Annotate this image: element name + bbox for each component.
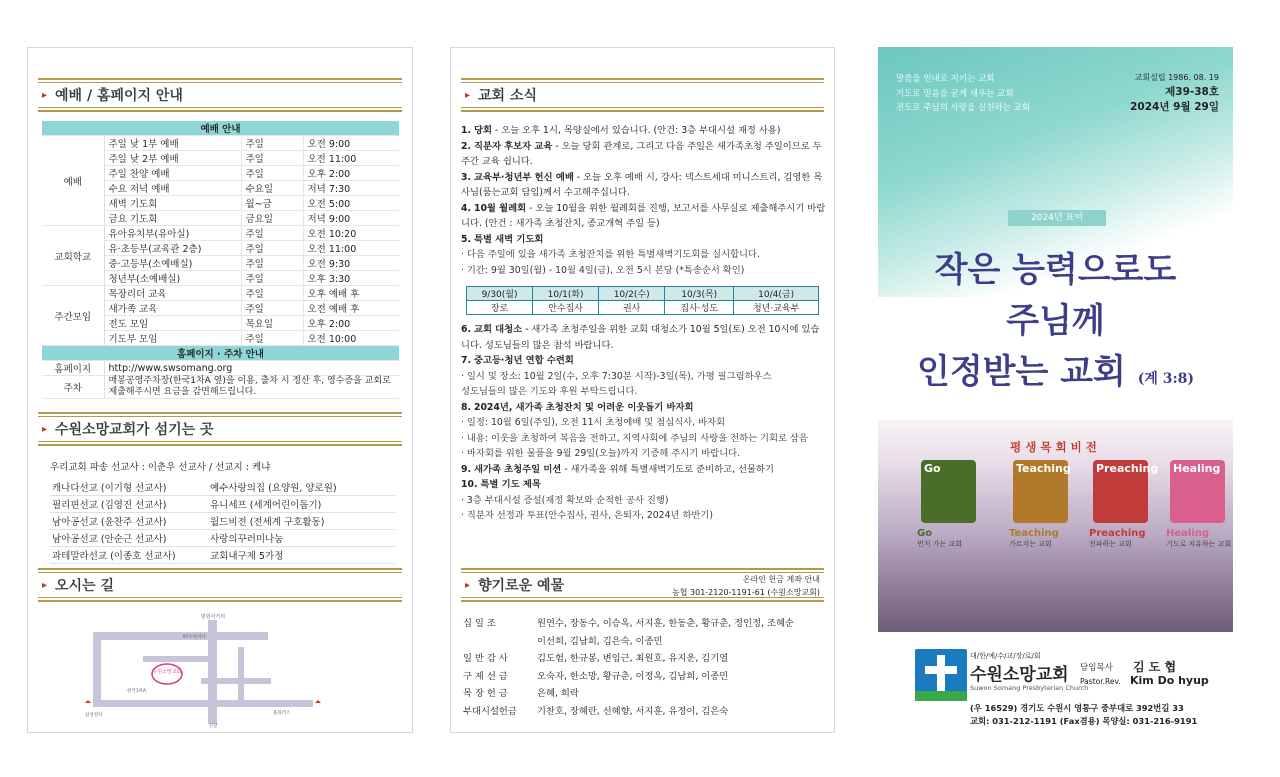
vision-label [1009,528,1059,549]
category-cell: 주간모임 [42,286,104,346]
mission-item: 필리핀선교 (김영진 선교사) [52,500,167,511]
directions-heading-text: 오시는 길 [55,578,115,594]
arrow-icon: ▸ [465,579,471,591]
homepage-url: http://www.swsomang.org [104,361,399,376]
dawn-group: 권사 [599,301,665,315]
table-cell: 오후 3:30 [303,271,399,286]
map-top-label: 방원사거리 [200,614,226,620]
table-cell: 오후 2:00 [303,166,399,181]
worship-table [42,121,399,399]
homepage-header-row [42,346,399,361]
offering-row [463,633,828,651]
table-cell: 월~금 [241,196,303,211]
table-cell: 오전 10:00 [303,331,399,346]
offering-row [463,668,828,686]
news-title: 특별 기도 제목 [480,479,541,490]
arrow-icon: ▸ [465,89,471,101]
missions-list [50,459,395,564]
news-title: 교회 대청소 [473,324,523,335]
news-number: 7. [461,355,472,366]
category-cell: 교회학교 [42,226,104,286]
news-sub-line: · 기간: 9월 30일(월) - 10월 4일(금), 오전 5시 본당 (*특송순서 확인) [461,264,745,276]
vision-label-word: Healing [1166,528,1210,539]
offering-names: 김도험, 한규봉, 변임근, 최원호, 유지운, 김기열 [537,653,729,664]
news-title: 직분자 후보자 교육 [473,140,553,152]
cover-panel [878,47,1233,733]
dawn-group: 집사·성도 [665,301,734,315]
table-cell: 주일 [241,151,303,166]
mission-item: 교회내구제 5가정 [210,551,284,562]
dawn-date: 10/2(수) [599,287,665,301]
news-title: 2024년, 새가족 초청잔치 및 어려운 이웃돕기 바자회 [473,401,694,413]
dawn-date: 10/4(금) [734,287,819,301]
offering-names: 이선희, 김남희, 김은숙, 이종민 [537,635,663,647]
church-motto [896,72,1030,116]
news-title: 10월 월례회 [473,202,527,214]
news-list-b [461,322,826,524]
vision-label [917,528,962,549]
vision-card [1170,460,1225,523]
news-heading [461,78,824,112]
offering-row [463,703,828,721]
table-cell: 전도 모임 [104,316,241,331]
offering-names: 기찬호, 장혜란, 신혜향, 서지훈, 유정이, 김은숙 [537,705,729,717]
news-sub-line: · 3층 부대시설 증설(재정 확보와 순적한 공사 진행) [461,494,669,506]
news-title: 중고등·청년 연합 수련회 [473,355,574,366]
directions-heading [38,568,402,602]
vision-label [1089,528,1146,549]
map-church-label: 수원소망교회 [152,669,182,675]
news-text: - 오늘 오후 1시, 목양실에서 있습니다. (안건: 3층 부대시설 재정 사용) [491,125,781,136]
offering-list [463,615,828,720]
parking-row [42,376,399,399]
table-cell: 중·고등부(소예배실) [104,256,241,271]
dawn-group: 안수집사 [533,301,599,315]
news-item [461,201,826,232]
pastor-en-name: Kim Do hyup [1130,674,1209,687]
news-number: 9. [461,463,472,475]
news-sub-line: 성도님들의 많은 기도와 후원 부탁드립니다. [461,386,638,397]
table-cell: 수요일 [241,181,303,196]
mission-row [50,547,395,564]
news-title: 교육부·청년부 헌신 예배 [473,171,574,183]
map-korea1-label: 한국1차A [127,689,146,694]
founded-date: 교회설립 1986. 08. 19 [1134,73,1219,82]
homepage-title: 홈페이지 · 주차 안내 [42,346,399,361]
news-item [461,353,826,369]
offering-type [463,633,537,651]
table-cell: 오전 9:30 [303,256,399,271]
table-cell: 오전 11:00 [303,241,399,256]
mission-item: 월드비전 (전세계 구호활동) [210,517,325,528]
table-cell: 유아유치부(유아실) [104,226,241,241]
pastor-name: 김 도 협 [1133,660,1177,674]
news-title: 당회 [473,125,492,136]
table-cell: 주일 [241,271,303,286]
news-number: 4. [461,202,472,214]
news-item [461,170,826,201]
table-row [42,226,399,241]
news-text: - 오늘 오후 예배 시, 강사: 넥스트세대 미니스트리, 김영한 목사님(품는교회 담임)께서 수고해주십니다. [461,171,823,198]
table-cell: 오전 10:20 [303,226,399,241]
offering-row [463,685,828,703]
church-phone: 교회: 031-212-1191 (Fax겸용) 목양실: 031-216-9191 [970,716,1198,726]
left-panel [27,47,413,733]
vision-label-word: Go [917,528,933,539]
church-address: (우 16529) 경기도 수원시 영통구 중부대로 392번길 33 [970,703,1184,713]
issue-date: 2024년 9월 29일 [1130,101,1219,113]
table-cell: 주일 [241,256,303,271]
mission-row [50,530,395,547]
verse-line-3-text: 인정받는 교회 [916,352,1126,392]
dawn-date: 10/3(목) [665,287,734,301]
vision-card [1093,460,1159,523]
vision-label-desc: 전파하는 교회 [1089,540,1132,548]
table-cell: 주일 [241,166,303,181]
news-sub-line: · 일시 및 장소: 10월 2일(수, 오후 7:30분 시작)-3일(목), 가평 필그림하우스 [461,370,772,382]
offering-row [463,650,828,668]
mission-row [50,479,395,496]
table-cell: 오후 2:00 [303,316,399,331]
vision-word: Go [924,462,941,475]
mission-item: 유니세프 (세계어린이돕기) [210,500,322,511]
table-cell: 주일 찬양 예배 [104,166,241,181]
offering-heading [461,568,824,602]
map-right-label: 홈플러스 [273,711,291,716]
table-cell: 목요일 [241,316,303,331]
mission-item: 과테말라선교 (이종호 선교사) [52,551,176,562]
news-number: 6. [461,324,472,335]
verse-line-1: 작은 능력으로도 [934,250,1177,290]
table-cell: 주일 [241,241,303,256]
table-cell: 오전 5:00 [303,196,399,211]
news-item [461,322,826,353]
church-name-en: Suwon Somang Presbyterian Church [970,684,1089,692]
category-cell: 예배 [42,136,104,226]
news-number: 3. [461,171,472,183]
denomination: 대/한/예/수/교/장/로/회 [970,652,1041,660]
table-cell: 주일 [241,301,303,316]
pastor-en-label: Pastor.Rev. [1080,677,1121,686]
offering-heading-text: 향기로운 예물 [478,578,565,594]
verse-line-3 [878,344,1233,393]
news-item [461,123,826,139]
church-logo [915,649,967,701]
parking-note: 매봉공영주차장(한국1차A 옆)을 이용, 출차 시 정산 후, 영수증을 교회로 제출해주시면 요금을 감면해드립니다. [104,376,399,399]
table-cell: 기도부 모임 [104,331,241,346]
pastor-label: 담임목사 [1080,663,1113,673]
issue-info [1130,70,1219,115]
table-cell: 주일 낮 2부 예배 [104,151,241,166]
middle-panel [450,47,835,733]
offering-names: 오숙자, 한소망, 황규춘, 이정옥, 김남희, 이종민 [537,670,729,682]
offering-type: 십 일 조 [463,618,496,629]
table-cell: 주일 낮 1부 예배 [104,136,241,151]
table-row [42,286,399,301]
online-account-number: 농협 301-2120-1191-61 (수원소망교회) [672,588,820,597]
arrow-icon: ▸ [42,423,48,435]
mission-item: 예수사랑의집 (요양원, 양로원) [210,483,337,494]
news-sub-line: · 다음 주일에 있을 새가족 초청잔치를 위한 특별새벽기도회를 실시합니다. [461,249,760,260]
homepage-label: 홈페이지 [42,361,104,376]
table-header-row [42,121,399,136]
mission-heading [38,412,402,446]
parking-label: 주차 [42,376,104,399]
online-title: 온라인 헌금 계좌 안내 [742,575,820,584]
news-text: - 새가족 초청주일을 위한 교회 대청소가 10월 5일(토) 오전 10시에 있습니다. 성도님들의 많은 참석 바랍니다. [461,324,820,351]
table-cell: 새가족 교육 [104,301,241,316]
map-kt-label: KT수원지사 [183,635,206,640]
mission-row [50,496,395,513]
table-cell: 오후 예배 후 [303,286,399,301]
news-number: 8. [461,401,472,413]
news-item [461,400,826,416]
mission-item: 남아공선교 (안순근 선교사) [52,534,167,545]
news-item [461,232,826,248]
vision-label-word: Preaching [1089,528,1146,539]
dawn-group: 청년·교육부 [734,301,819,315]
mission-title: 우리교회 파송 선교사 : 이춘우 선교사 / 선교지 : 케냐 [50,462,271,473]
church-footer [878,632,1233,733]
mission-heading-text: 수원소망교회가 섬기는 곳 [55,422,214,438]
offering-names: 은혜, 희락 [537,688,579,699]
table-cell: 오전 예배 후 [303,301,399,316]
table-cell: 수요 저녁 예배 [104,181,241,196]
dawn-prayer-table [466,286,819,315]
dawn-date: 9/30(월) [467,287,533,301]
table-cell: 주일 [241,331,303,346]
news-number: 2. [461,140,472,152]
dawn-group: 장로 [467,301,533,315]
church-name: 수원소망교회 [970,665,1069,685]
table-row [42,136,399,151]
news-item [461,477,826,493]
vision-card [1013,460,1071,523]
news-item [461,462,826,478]
news-item [461,139,826,170]
vision-label-desc: 기도로 치유하는 교회 [1166,540,1232,548]
offering-type: 구 제 선 금 [463,670,508,682]
table-cell: 유·초등부(교육관 2층) [104,241,241,256]
dawn-date: 10/1(화) [533,287,599,301]
news-number: 10. [461,479,478,490]
table-cell: 금요 기도회 [104,211,241,226]
arrow-icon: ▸ [42,579,48,591]
table-cell: 청년부(소예배실) [104,271,241,286]
table-cell: 금요일 [241,211,303,226]
directions-map [83,612,323,728]
vision-label [1166,528,1231,549]
year-motto-badge: 2024년 표어 [1008,210,1106,226]
vision-word: Preaching [1096,462,1159,475]
news-list-a [461,123,826,278]
news-text: - 새가족을 위해 특별새벽기도로 준비하고, 선물하기 [561,463,774,475]
motto-line: 전도로 주님의 사랑을 실천하는 교회 [896,103,1030,113]
offering-type: 목 장 헌 금 [463,688,508,699]
news-number: 1. [461,125,472,136]
table-cell: 목장리더 교육 [104,286,241,301]
news-sub-line: · 바자회를 위한 물품을 9월 29일(오늘)까지 기증해 주시기 바랍니다. [461,448,741,459]
news-text: - 오늘 당회 관계로, 그리고 다음 주일은 새가족초청 주일이므로 두 주간 교육 쉽니다. [461,140,822,167]
news-sub-line: · 일정: 10월 6일(주일), 오전 11시 초청예배 및 점심식사, 바자회 [461,417,726,428]
offering-type: 부대시설헌금 [463,705,517,717]
table-cell: 주일 [241,226,303,241]
online-account [672,573,820,599]
motto-line: 기도로 믿음을 굳게 세우는 교회 [896,88,1014,99]
table-cell: 주일 [241,136,303,151]
table-cell: 주일 [241,286,303,301]
news-title: 특별 새벽 기도회 [473,233,544,245]
news-title: 새가족 초청주일 미션 [473,463,562,475]
vision-word: Teaching [1016,462,1071,475]
vision-word: Healing [1173,462,1221,475]
table-cell: 저녁 9:00 [303,211,399,226]
verse-line-2: 주님께 [1006,301,1105,341]
motto-line: 말씀을 인내로 지키는 교회 [896,74,995,84]
table-cell: 오전 9:00 [303,136,399,151]
vision-card [921,460,976,523]
news-text: - 오늘 10월을 위한 월례회를 진행, 보고서를 사무실로 제출해주시기 바랍니다. (안건 : 새가족 초청잔치, 종교개혁 주일 등) [461,202,826,229]
arrow-icon: ▸ [42,89,48,101]
table-title: 예배 안내 [42,121,399,136]
vision-label-word: Teaching [1009,528,1059,539]
table-cell: 저녁 7:30 [303,181,399,196]
vision-title: 평생목회비전 [1010,440,1101,454]
news-sub-line: · 내용: 이웃을 초청하여 복음을 전하고, 지역사회에 주님의 사랑을 전하는 기회로 삼음 [461,432,808,444]
offering-row [463,615,828,633]
offering-names: 원연수, 장동수, 이승옥, 서지훈, 한동춘, 황규춘, 정인정, 조혜순 [537,618,794,629]
map-samsung-label: 삼성전자 [85,713,103,718]
offering-type: 일 반 감 사 [463,653,508,664]
mission-item: 사랑의꾸러미나눔 [210,534,284,545]
verse-ref: (계 3:8) [1137,371,1195,387]
mission-row [50,513,395,530]
vision-label-desc: 가르치는 교회 [1009,540,1052,548]
table-cell: 오전 11:00 [303,151,399,166]
news-heading-text: 교회 소식 [478,88,538,104]
mission-item: 캐나다선교 (이기형 선교사) [52,483,167,494]
issue-number: 제39-38호 [1165,86,1219,98]
homepage-row [42,361,399,376]
worship-heading-text: 예배 / 홈페이지 안내 [55,88,183,104]
mission-item: 남아공선교 (윤찬주 선교사) [52,517,167,528]
worship-heading [38,78,402,112]
news-number: 5. [461,233,472,245]
table-cell: 새벽 기도회 [104,196,241,211]
map-bottom-label: 신갈 [208,724,218,728]
vision-label-desc: 먼저 가는 교회 [917,540,963,548]
news-sub-line: · 직분자 선정과 투표(안수집사, 권사, 은퇴자, 2024년 하반기) [461,510,714,521]
